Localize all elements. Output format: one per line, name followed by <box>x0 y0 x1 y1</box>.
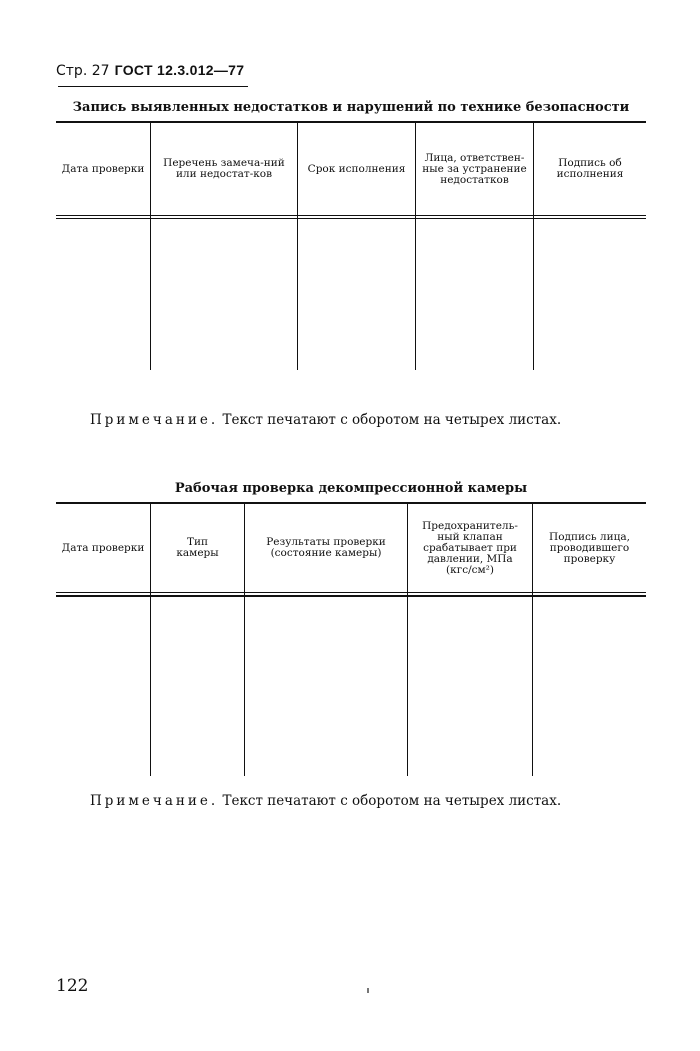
table1-divider-3 <box>415 123 416 370</box>
table1-col-date: Дата проверки <box>61 162 145 175</box>
scan-speck <box>367 988 369 993</box>
table2-col-type: Тип камеры <box>176 536 219 559</box>
page-label: Стр. 27 <box>56 63 110 79</box>
table2-note-label: Примечание. <box>90 793 219 809</box>
table2-note-text: Текст печатают с оборотом на четырех листах. <box>218 793 562 809</box>
page-number: 122 <box>56 976 89 996</box>
table1-divider-1 <box>150 123 151 370</box>
table2-col-results: Результаты проверки (состояние камеры) <box>266 536 386 559</box>
table2-col-signature: Подпись лица, проводившего проверку <box>549 530 630 565</box>
table2-header-rule-a <box>56 592 646 593</box>
table1-title: Запись выявленных недостатков и нарушений по технике безопасности <box>72 100 630 115</box>
table1-col-remarks: Перечень замеча-ний или недостат-ков <box>163 157 285 180</box>
gost-number: ГОСТ 12.3.012—77 <box>114 62 245 78</box>
table2-title: Рабочая проверка декомпрессионной камеры <box>174 481 528 496</box>
table2-note <box>90 793 561 809</box>
table1-divider-2 <box>297 123 298 370</box>
table2-header-rule-b <box>56 595 646 597</box>
table1-col-signature: Подпись об исполнения <box>556 157 624 180</box>
table1-note-text: Текст печатают с оборотом на четырех листах. <box>218 412 562 428</box>
table2-col-valve: Предохранитель-ный клапан срабатывает при давлении, МПа (кгс/см²) <box>422 519 518 576</box>
table1-col-deadline: Срок исполнения <box>307 162 406 175</box>
table1-note <box>90 412 561 428</box>
table2-col-date: Дата проверки <box>61 541 145 554</box>
table1-header-rule-b <box>56 218 646 219</box>
table1-col-responsible: Лица, ответствен-ные за устранение недостатков <box>422 151 527 186</box>
table2-divider-2 <box>244 504 245 776</box>
table2-divider-3 <box>407 504 408 776</box>
page-header <box>56 60 244 79</box>
header-underline <box>58 86 248 87</box>
table2-divider-4 <box>532 504 533 776</box>
table2-divider-1 <box>150 504 151 776</box>
table1-note-label: Примечание. <box>90 412 219 428</box>
table1-divider-4 <box>533 123 534 370</box>
table1-header-rule-a <box>56 215 646 216</box>
